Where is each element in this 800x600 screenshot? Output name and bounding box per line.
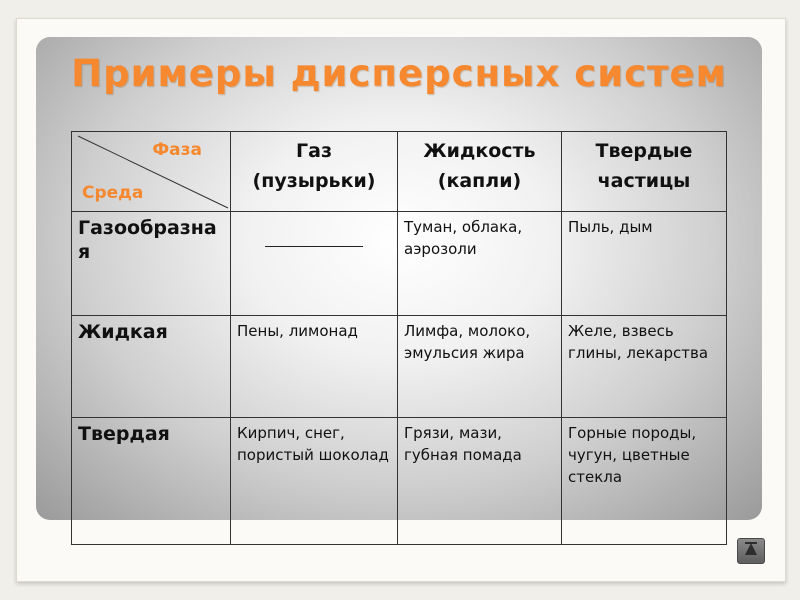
- cell-solid-liquid: Грязи, мази, губная помада: [398, 418, 562, 545]
- medium-label: Среда: [82, 183, 144, 203]
- row-header-solid: Твердая: [72, 418, 231, 545]
- cell-liquid-solid: Желе, взвесь глины, лекарства: [562, 316, 727, 418]
- cell-liquid-gas: Пены, лимонад: [231, 316, 398, 418]
- phase-label: Фаза: [152, 140, 202, 160]
- cell-gas-gas: [231, 212, 398, 316]
- slide-title: Примеры дисперсных систем: [71, 52, 727, 95]
- table-row: [72, 418, 727, 545]
- cell-solid-solid: Горные породы, чугун, цветные стекла: [562, 418, 727, 545]
- column-header-solid: Твердые частицы: [562, 132, 727, 212]
- corner-cell: [72, 132, 231, 212]
- cell-gas-liquid: Туман, облака, аэрозоли: [398, 212, 562, 316]
- column-header-liquid: Жидкость (капли): [398, 132, 562, 212]
- dispersion-table: [71, 131, 727, 545]
- row-header-gaseous: Газообразная: [72, 212, 231, 316]
- table-row: [72, 316, 727, 418]
- table-row: [72, 212, 727, 316]
- row-header-liquid: Жидкая: [72, 316, 231, 418]
- cell-liquid-liquid: Лимфа, молоко, эмульсия жира: [398, 316, 562, 418]
- column-header-gas: Газ (пузырьки): [231, 132, 398, 212]
- table-header-row: [72, 132, 727, 212]
- home-button[interactable]: [737, 538, 765, 564]
- cell-gas-solid: Пыль, дым: [562, 212, 727, 316]
- cell-solid-gas: Кирпич, снег, пористый шоколад: [231, 418, 398, 545]
- empty-dash: [265, 246, 363, 247]
